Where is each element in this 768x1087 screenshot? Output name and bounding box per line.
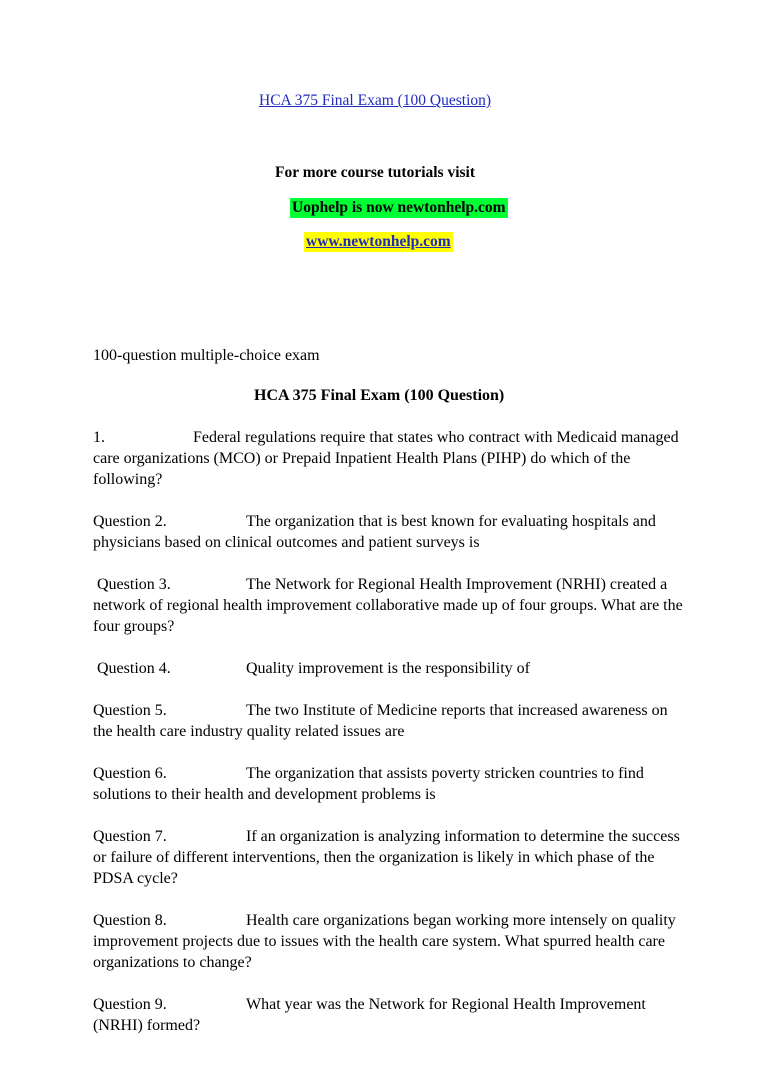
question-text: Health care organizations began working more intensely on [246,912,628,929]
question-text: Federal regulations require that states who contract with Medicaid [193,429,617,446]
question-text: If an organization is analyzing information to determine the [246,828,628,845]
question-number: Question 2. [93,513,167,530]
question-number: Question 4. [97,660,171,677]
question-text-continued: success or failure of different interventions, then the organization is likely in which phase of the PDSA cycle? [93,828,680,887]
question-number: Question 9. [93,996,167,1013]
question-text-continued: on the health care industry quality related issues are [93,702,668,740]
question-number: Question 6. [93,765,167,782]
question-list [93,427,683,1057]
question-item [93,427,683,490]
question-item [93,763,683,805]
question-number: Question 8. [93,912,167,929]
question-text: Quality improvement is the responsibility of [246,660,530,677]
intro-text: 100-question multiple-choice exam [93,347,320,364]
exam-heading: HCA 375 Final Exam (100 Question) [254,387,505,404]
question-item [93,994,683,1036]
question-number: Question 5. [93,702,167,719]
question-text-continued: solutions to their health and development problems is [93,786,436,803]
question-text: The Network for Regional Health Improvement (NRHI) [246,576,606,593]
question-text-continued: quality improvement projects due to issues with the health care system. What spurred health care organizations to change? [93,912,676,971]
question-text: The organization that is best known for evaluating hospitals [246,513,629,530]
visit-text: For more course tutorials visit [275,164,476,181]
question-item [93,826,683,889]
question-item [93,910,683,973]
question-text: The organization that assists poverty stricken countries to find [246,765,644,782]
question-item [93,700,683,742]
question-text-continued: created a network of regional health improvement collaborative made up of four groups. What are the four groups? [93,576,683,635]
question-text-continued: managed care organizations (MCO) or Prepaid Inpatient Health Plans (PIHP) do which of the following? [93,429,679,488]
question-number: Question 7. [93,828,167,845]
highlighted-notice: Uophelp is now newtonhelp.com [292,199,506,216]
question-text: The two Institute of Medicine reports that increased awareness [246,702,648,719]
question-item [93,574,683,637]
site-link[interactable]: www.newtonhelp.com [306,233,451,250]
question-text: What year was the Network for Regional Health Improvement [246,996,646,1013]
question-text-continued: (NRHI) formed? [93,1017,201,1034]
exam-title-link[interactable]: HCA 375 Final Exam (100 Question) [259,92,492,109]
question-item [93,658,683,679]
question-number: Question 3. [97,576,171,593]
question-text-continued: and physicians based on clinical outcomes and patient surveys is [93,513,656,551]
question-number: 1. [93,429,105,446]
question-item [93,511,683,553]
